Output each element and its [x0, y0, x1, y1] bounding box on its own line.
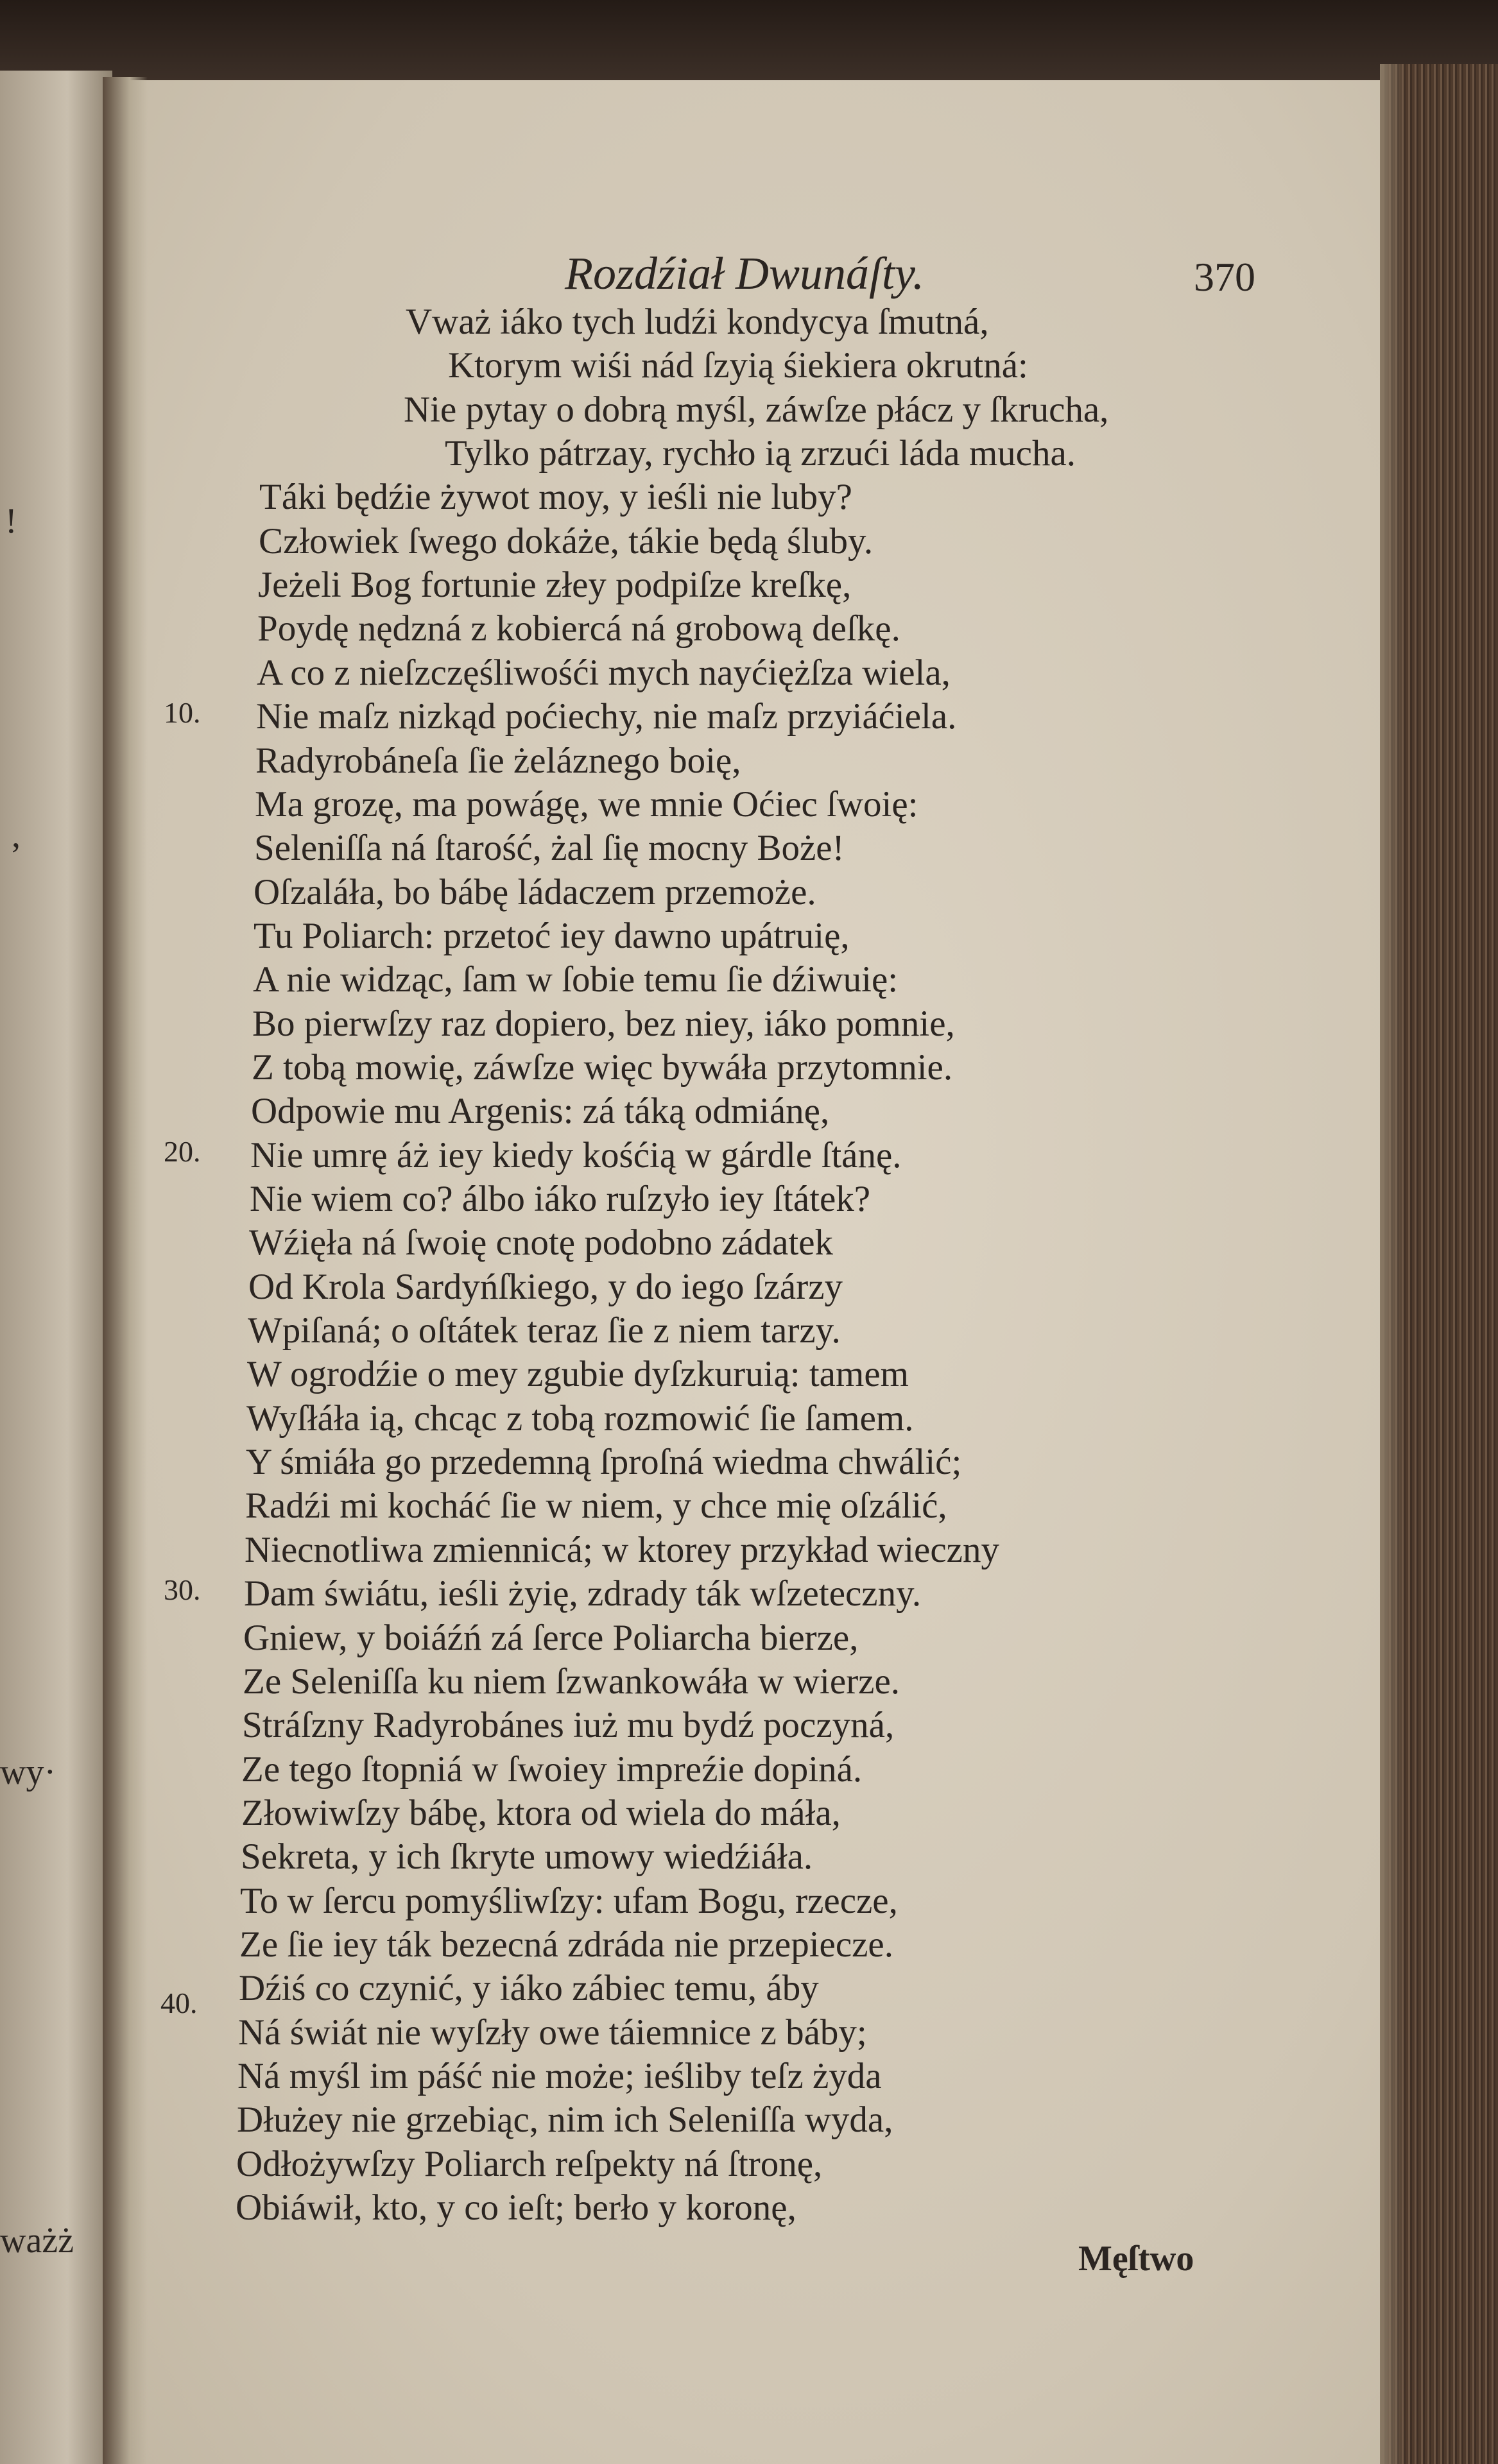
verse-line: Stráſzny Radyrobánes iuż mu bydź poczyná,	[242, 1705, 895, 1745]
verse-line: Obiáwił, kto, y co ieſt; berło y koronę,	[236, 2187, 796, 2228]
verse-line: Ze tego ſtopniá w ſwoiey impreźie dopiná.	[241, 1749, 863, 1790]
line-number: 10.	[164, 696, 201, 729]
verse-line: Seleniſſa ná ſtarość, żal ſię mocny Boże!	[254, 828, 845, 868]
verse-line: Ná świát nie wyſzły owe táiemnice z báby;	[238, 2012, 867, 2053]
verse-line: Wpiſaná; o oſtátek teraz ſie z niem tarzy.	[248, 1310, 841, 1351]
page-gutter-shadow	[103, 77, 148, 2464]
verse-line: Od Krola Sardyńſkiego, y do iego ſzárzy	[248, 1267, 843, 1307]
book-background-top	[0, 0, 1498, 83]
catchword: Męſtwo	[1078, 2239, 1194, 2279]
verse-line: Człowiek ſwego dokáże, tákie będą śluby.	[259, 521, 874, 561]
verse-line: Tylko pátrzay, rychło ią zrzući láda mucha.	[445, 433, 1076, 474]
verse-line: Niecnotliwa zmiennicá; w ktorey przykład wieczny	[245, 1530, 999, 1570]
page-number: 370	[1194, 254, 1255, 300]
verse-line: Nie wiem co? álbo iáko ruſzyło iey ſtátek?	[250, 1179, 871, 1219]
left-page-fragment: wy·	[0, 1752, 56, 1792]
verse-line: Y śmiáła go przedemną ſproſná wiedma chwálić;	[246, 1442, 962, 1482]
verse-line: Wźięła ná ſwoię cnotę podobno zádatek	[249, 1222, 834, 1263]
verse-line: Tu Poliarch: przetoć iey dawno upátruię,	[254, 916, 850, 956]
left-page-fragment: ważż	[0, 2221, 74, 2261]
verse-line: Ná myśl im páść nie może; ieśliby teſz żyda	[237, 2056, 882, 2096]
verse-line: Ma grozę, ma powágę, we mnie Oćiec ſwoię:	[255, 784, 918, 825]
verse-line: Nie pytay o dobrą myśl, záwſze płácz y ſkrucha,	[404, 389, 1109, 430]
left-page-fragment: !	[5, 501, 17, 541]
left-page-fragment: ,	[12, 816, 21, 855]
line-number: 40.	[160, 1987, 198, 2019]
verse-line: Ze Seleniſſa ku niem ſzwankowáła w wierze.	[243, 1661, 900, 1702]
left-page-edge	[0, 71, 112, 2464]
verse-line: Odpowie mu Argenis: zá táką odmiánę,	[251, 1091, 830, 1131]
verse-line: Sekreta, y ich ſkryte umowy wiedźiáła.	[241, 1836, 813, 1877]
verse-line: Gniew, y boiáźń zá ſerce Poliarcha bierze,	[243, 1618, 859, 1658]
verse-line: Nie maſz nizkąd poćiechy, nie maſz przyiáćiela.	[256, 696, 957, 737]
line-number: 30.	[164, 1573, 201, 1606]
page-edge-shade	[1380, 64, 1406, 2464]
verse-line: Złowiwſzy bábę, ktora od wiela do máła,	[241, 1793, 841, 1833]
verse-line: Dźiś co czynić, y iáko zábiec temu, áby	[239, 1968, 819, 2008]
verse-line: Poydę nędzná z kobiercá ná grobową deſkę.	[257, 608, 900, 649]
verse-line: Odłożywſzy Poliarch reſpekty ná ſtronę,	[236, 2144, 823, 2184]
verse-line: Nie umrę áż iey kiedy kośćią w gárdle ſtánę.	[250, 1135, 902, 1176]
verse-line: Bo pierwſzy raz dopiero, bez niey, iáko pomnie,	[252, 1004, 955, 1044]
verse-line: A nie widząc, ſam w ſobie temu ſie dźiwuię:	[253, 959, 899, 1000]
verse-line: W ogrodźie o mey zgubie dyſzkuruią: tamem	[247, 1354, 909, 1394]
line-number: 20.	[164, 1135, 201, 1168]
verse-line: Dam świátu, ieśli żyię, zdrady ták wſzeteczny.	[244, 1573, 922, 1614]
verse-line: Radźi mi kocháć ſie w niem, y chce mię oſzálić,	[245, 1485, 947, 1526]
verse-line: Dłużey nie grzebiąc, nim ich Seleniſſa wyda,	[237, 2100, 893, 2140]
verse-line: A co z nieſzczęśliwośći mych nayćiężſza wiela,	[257, 653, 951, 693]
verse-line: Ktorym wiśi nád ſzyią śiekiera okrutná:	[448, 345, 1028, 386]
verse-line: Wyſłáła ią, chcąc z tobą rozmowić ſie ſamem.	[246, 1398, 914, 1439]
running-title: Rozdźiał Dwunáſty.	[565, 248, 925, 299]
verse-line: Táki będźie żywot moy, y ieśli nie luby?	[259, 477, 852, 517]
verse-line: Vważ iáko tych ludźi kondycya ſmutná,	[406, 302, 989, 342]
verse-line: To w ſercu pomyśliwſzy: ufam Bogu, rzecze,	[240, 1881, 898, 1921]
verse-line: Radyrobáneſa ſie żeláznego boię,	[255, 740, 741, 781]
verse-line: Jeżeli Bog fortunie złey podpiſze kreſkę,	[258, 565, 852, 605]
verse-line: Ze ſie iey ták bezecná zdráda nie przepiecze.	[239, 1924, 893, 1965]
verse-line: Z tobą mowię, záwſze więc bywáła przytomnie.	[252, 1047, 953, 1088]
verse-line: Oſzaláła, bo bábę ládaczem przemoże.	[254, 872, 816, 912]
